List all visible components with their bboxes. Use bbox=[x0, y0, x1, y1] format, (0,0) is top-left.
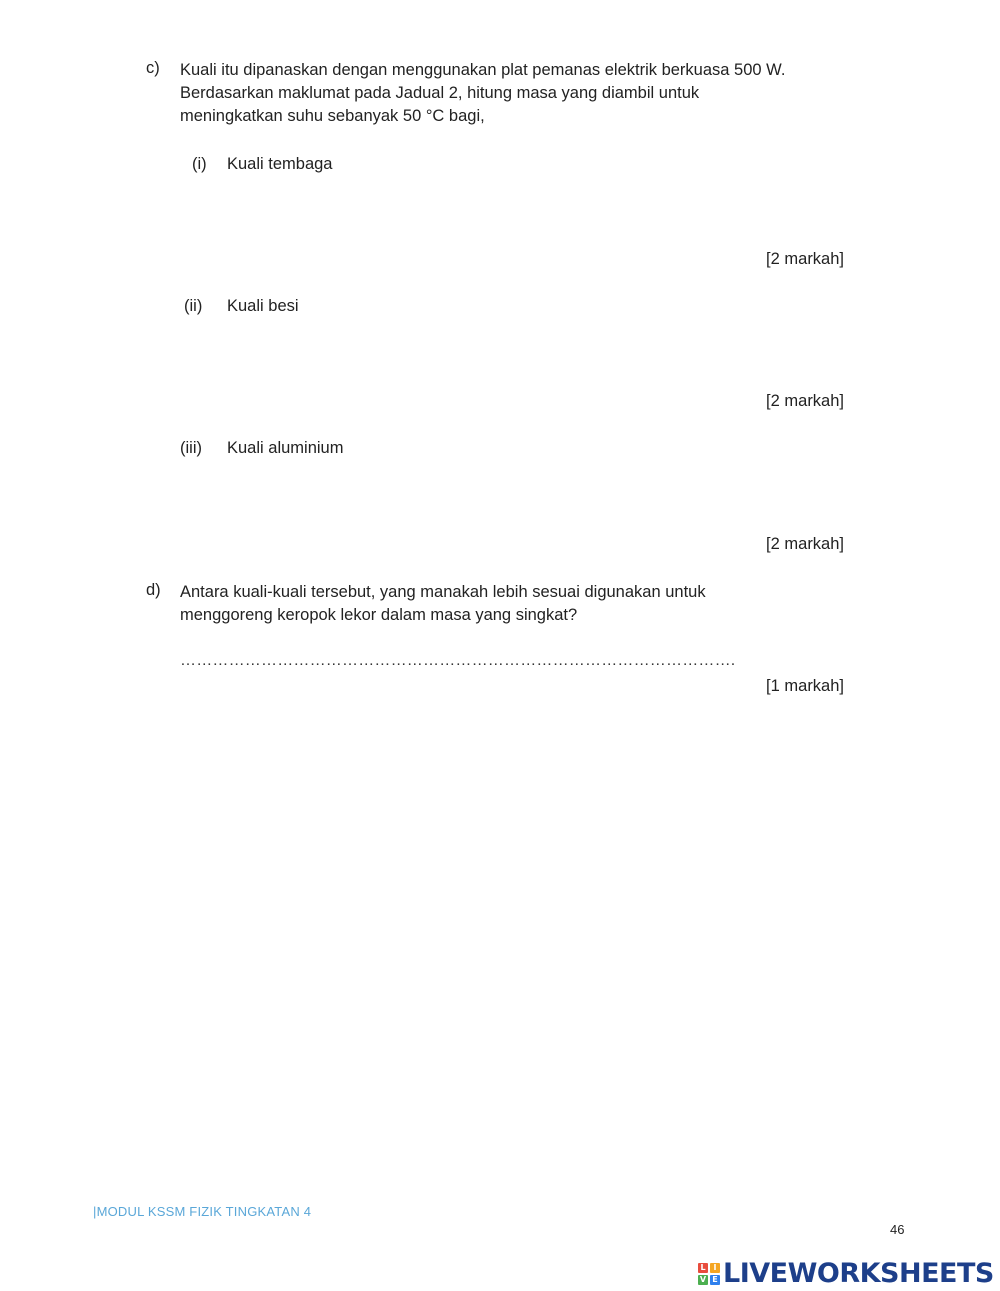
question-c-line-3: meningkatkan suhu sebanyak 50 °C bagi, bbox=[180, 107, 485, 125]
part-i-number: (i) bbox=[192, 155, 207, 173]
question-d-marks: [1 markah] bbox=[766, 677, 844, 695]
liveworksheets-wordmark: LIVEWORKSHEETS bbox=[723, 1258, 994, 1289]
part-i-marks: [2 markah] bbox=[766, 250, 844, 268]
part-iii-text: Kuali aluminium bbox=[227, 439, 344, 457]
answer-line[interactable]: …………………………………………………………………………………………. bbox=[180, 652, 736, 669]
part-ii-text: Kuali besi bbox=[227, 297, 299, 315]
liveworksheets-branding[interactable] bbox=[698, 1258, 994, 1289]
logo-cell: V bbox=[699, 1275, 707, 1284]
logo-cell: L bbox=[698, 1263, 708, 1273]
question-d-line-1: Antara kuali-kuali tersebut, yang manakah lebih sesuai digunakan untuk bbox=[180, 583, 706, 601]
liveworksheets-logo-icon bbox=[698, 1263, 720, 1285]
part-iii-number: (iii) bbox=[180, 439, 202, 457]
question-c-label: c) bbox=[146, 59, 160, 77]
module-title: |MODUL KSSM FIZIK TINGKATAN 4 bbox=[93, 1204, 312, 1219]
logo-cell: E bbox=[710, 1275, 720, 1285]
part-i-text: Kuali tembaga bbox=[227, 155, 333, 173]
question-c-line-1: Kuali itu dipanaskan dengan menggunakan plat pemanas elektrik berkuasa 500 W. bbox=[180, 61, 786, 79]
part-ii-number: (ii) bbox=[184, 297, 203, 315]
question-d-label: d) bbox=[146, 581, 161, 599]
part-iii-marks: [2 markah] bbox=[766, 535, 844, 553]
logo-cell: I bbox=[710, 1263, 720, 1273]
page-number: 46 bbox=[890, 1222, 905, 1237]
part-ii-marks: [2 markah] bbox=[766, 392, 844, 410]
question-c-line-2: Berdasarkan maklumat pada Jadual 2, hitung masa yang diambil untuk bbox=[180, 84, 700, 102]
question-d-line-2: menggoreng keropok lekor dalam masa yang singkat? bbox=[180, 606, 578, 624]
